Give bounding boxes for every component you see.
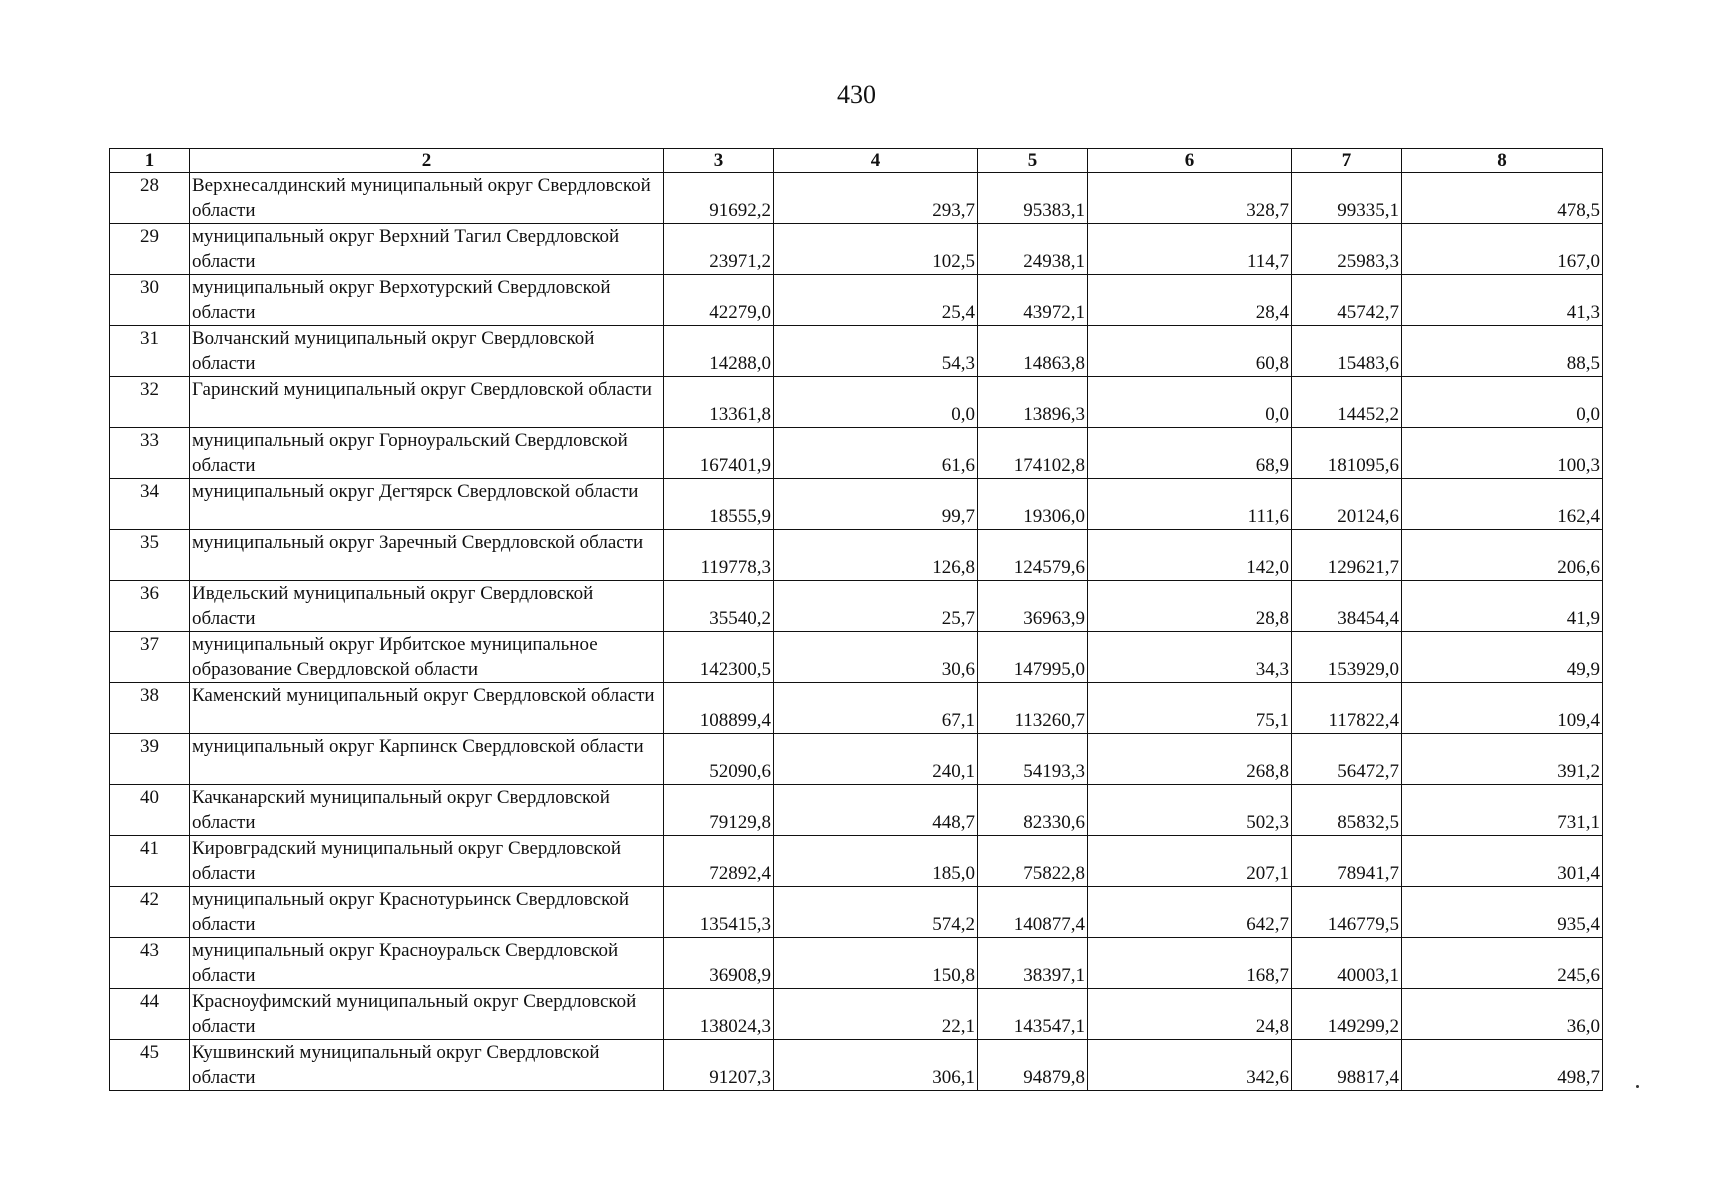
table-row [110,173,1603,224]
header-cell-3: 3 [664,149,774,173]
value-cell-col6: 268,8 [1088,734,1292,785]
table-row [110,632,1603,683]
header-cell-1: 1 [110,149,190,173]
value-cell-col4: 240,1 [774,734,978,785]
table-row [110,683,1603,734]
header-cell-4: 4 [774,149,978,173]
value-cell-col8: 206,6 [1402,530,1603,581]
value-cell-col5: 24938,1 [978,224,1088,275]
value-cell-col7: 78941,7 [1292,836,1402,887]
value-cell-col5: 19306,0 [978,479,1088,530]
header-cell-7: 7 [1292,149,1402,173]
value-cell-col5: 43972,1 [978,275,1088,326]
value-cell-col4: 150,8 [774,938,978,989]
value-cell-col4: 0,0 [774,377,978,428]
table-row [110,734,1603,785]
municipality-name-cell: Каменский муниципальный округ Свердловской области [190,683,664,734]
value-cell-col8: 100,3 [1402,428,1603,479]
value-cell-col8: 36,0 [1402,989,1603,1040]
value-cell-col7: 117822,4 [1292,683,1402,734]
row-number-cell: 36 [110,581,190,632]
value-cell-col4: 102,5 [774,224,978,275]
value-cell-col4: 67,1 [774,683,978,734]
value-cell-col8: 731,1 [1402,785,1603,836]
value-cell-col3: 138024,3 [664,989,774,1040]
value-cell-col3: 79129,8 [664,785,774,836]
value-cell-col8: 49,9 [1402,632,1603,683]
value-cell-col5: 54193,3 [978,734,1088,785]
value-cell-col7: 149299,2 [1292,989,1402,1040]
value-cell-col5: 140877,4 [978,887,1088,938]
value-cell-col6: 60,8 [1088,326,1292,377]
value-cell-col4: 574,2 [774,887,978,938]
value-cell-col4: 126,8 [774,530,978,581]
row-number-cell: 39 [110,734,190,785]
value-cell-col6: 328,7 [1088,173,1292,224]
municipality-name-cell: Ивдельский муниципальный округ Свердловской области [190,581,664,632]
table-row [110,326,1603,377]
municipality-name-cell: муниципальный округ Дегтярск Свердловской области [190,479,664,530]
value-cell-col7: 40003,1 [1292,938,1402,989]
value-cell-col3: 42279,0 [664,275,774,326]
value-cell-col4: 99,7 [774,479,978,530]
row-number-cell: 34 [110,479,190,530]
header-cell-5: 5 [978,149,1088,173]
municipality-name-cell: муниципальный округ Верхотурский Свердловской области [190,275,664,326]
value-cell-col5: 82330,6 [978,785,1088,836]
value-cell-col6: 75,1 [1088,683,1292,734]
header-cell-8: 8 [1402,149,1603,173]
value-cell-col4: 306,1 [774,1040,978,1091]
row-number-cell: 41 [110,836,190,887]
municipality-name-cell: муниципальный округ Карпинск Свердловской области [190,734,664,785]
value-cell-col5: 174102,8 [978,428,1088,479]
table-row [110,938,1603,989]
value-cell-col7: 85832,5 [1292,785,1402,836]
municipality-name-cell: Волчанский муниципальный округ Свердловской области [190,326,664,377]
row-number-cell: 38 [110,683,190,734]
value-cell-col8: 245,6 [1402,938,1603,989]
value-cell-col8: 935,4 [1402,887,1603,938]
table-row [110,275,1603,326]
value-cell-col6: 642,7 [1088,887,1292,938]
row-number-cell: 29 [110,224,190,275]
header-cell-2: 2 [190,149,664,173]
value-cell-col7: 146779,5 [1292,887,1402,938]
value-cell-col3: 36908,9 [664,938,774,989]
value-cell-col6: 24,8 [1088,989,1292,1040]
value-cell-col5: 147995,0 [978,632,1088,683]
municipality-name-cell: муниципальный округ Заречный Свердловской области [190,530,664,581]
table-row [110,428,1603,479]
row-number-cell: 31 [110,326,190,377]
value-cell-col6: 502,3 [1088,785,1292,836]
value-cell-col3: 14288,0 [664,326,774,377]
municipality-name-cell: муниципальный округ Ирбитское муниципальное образование Свердловской области [190,632,664,683]
data-table [109,148,1603,1091]
value-cell-col7: 98817,4 [1292,1040,1402,1091]
value-cell-col8: 162,4 [1402,479,1603,530]
value-cell-col5: 36963,9 [978,581,1088,632]
value-cell-col4: 25,4 [774,275,978,326]
value-cell-col4: 25,7 [774,581,978,632]
value-cell-col5: 75822,8 [978,836,1088,887]
row-number-cell: 43 [110,938,190,989]
value-cell-col3: 13361,8 [664,377,774,428]
value-cell-col8: 41,9 [1402,581,1603,632]
value-cell-col7: 25983,3 [1292,224,1402,275]
row-number-cell: 37 [110,632,190,683]
value-cell-col4: 293,7 [774,173,978,224]
table-row [110,479,1603,530]
scan-speck [1636,1085,1639,1088]
value-cell-col7: 20124,6 [1292,479,1402,530]
table-body [110,173,1603,1091]
value-cell-col3: 108899,4 [664,683,774,734]
header-row [110,149,1603,173]
value-cell-col8: 167,0 [1402,224,1603,275]
value-cell-col8: 301,4 [1402,836,1603,887]
value-cell-col6: 28,8 [1088,581,1292,632]
value-cell-col7: 56472,7 [1292,734,1402,785]
value-cell-col8: 41,3 [1402,275,1603,326]
value-cell-col6: 34,3 [1088,632,1292,683]
value-cell-col5: 95383,1 [978,173,1088,224]
value-cell-col3: 18555,9 [664,479,774,530]
value-cell-col5: 14863,8 [978,326,1088,377]
value-cell-col3: 142300,5 [664,632,774,683]
municipality-name-cell: Верхнесалдинский муниципальный округ Свердловской области [190,173,664,224]
value-cell-col3: 72892,4 [664,836,774,887]
value-cell-col5: 124579,6 [978,530,1088,581]
value-cell-col4: 54,3 [774,326,978,377]
value-cell-col3: 91207,3 [664,1040,774,1091]
value-cell-col6: 142,0 [1088,530,1292,581]
municipality-name-cell: муниципальный округ Горноуральский Свердловской области [190,428,664,479]
value-cell-col8: 478,5 [1402,173,1603,224]
municipality-name-cell: Кушвинский муниципальный округ Свердловской области [190,1040,664,1091]
value-cell-col3: 167401,9 [664,428,774,479]
value-cell-col5: 143547,1 [978,989,1088,1040]
row-number-cell: 35 [110,530,190,581]
value-cell-col6: 168,7 [1088,938,1292,989]
value-cell-col6: 68,9 [1088,428,1292,479]
value-cell-col4: 61,6 [774,428,978,479]
value-cell-col6: 207,1 [1088,836,1292,887]
municipality-name-cell: муниципальный округ Верхний Тагил Свердловской области [190,224,664,275]
value-cell-col3: 135415,3 [664,887,774,938]
value-cell-col6: 114,7 [1088,224,1292,275]
municipality-name-cell: Кировградский муниципальный округ Свердловской области [190,836,664,887]
table-row [110,989,1603,1040]
value-cell-col5: 38397,1 [978,938,1088,989]
municipality-name-cell: Гаринский муниципальный округ Свердловской области [190,377,664,428]
value-cell-col3: 23971,2 [664,224,774,275]
value-cell-col7: 99335,1 [1292,173,1402,224]
value-cell-col3: 119778,3 [664,530,774,581]
table-row [110,530,1603,581]
table-row [110,224,1603,275]
value-cell-col5: 94879,8 [978,1040,1088,1091]
value-cell-col7: 45742,7 [1292,275,1402,326]
value-cell-col4: 448,7 [774,785,978,836]
value-cell-col8: 498,7 [1402,1040,1603,1091]
municipality-name-cell: муниципальный округ Красноуральск Свердловской области [190,938,664,989]
row-number-cell: 30 [110,275,190,326]
value-cell-col8: 109,4 [1402,683,1603,734]
table-row [110,581,1603,632]
row-number-cell: 44 [110,989,190,1040]
value-cell-col3: 91692,2 [664,173,774,224]
value-cell-col7: 38454,4 [1292,581,1402,632]
municipality-name-cell: Красноуфимский муниципальный округ Свердловской области [190,989,664,1040]
header-cell-6: 6 [1088,149,1292,173]
row-number-cell: 33 [110,428,190,479]
value-cell-col5: 13896,3 [978,377,1088,428]
value-cell-col8: 391,2 [1402,734,1603,785]
value-cell-col7: 129621,7 [1292,530,1402,581]
table-row [110,836,1603,887]
row-number-cell: 32 [110,377,190,428]
value-cell-col4: 30,6 [774,632,978,683]
row-number-cell: 42 [110,887,190,938]
table-row [110,785,1603,836]
value-cell-col8: 88,5 [1402,326,1603,377]
value-cell-col7: 14452,2 [1292,377,1402,428]
table-row [110,377,1603,428]
value-cell-col8: 0,0 [1402,377,1603,428]
value-cell-col7: 181095,6 [1292,428,1402,479]
value-cell-col3: 35540,2 [664,581,774,632]
value-cell-col6: 342,6 [1088,1040,1292,1091]
value-cell-col6: 111,6 [1088,479,1292,530]
value-cell-col7: 153929,0 [1292,632,1402,683]
value-cell-col7: 15483,6 [1292,326,1402,377]
table-header [110,149,1603,173]
value-cell-col5: 113260,7 [978,683,1088,734]
municipality-name-cell: Качканарский муниципальный округ Свердловской области [190,785,664,836]
value-cell-col4: 185,0 [774,836,978,887]
value-cell-col6: 28,4 [1088,275,1292,326]
value-cell-col3: 52090,6 [664,734,774,785]
value-cell-col6: 0,0 [1088,377,1292,428]
table-row [110,1040,1603,1091]
page-number: 430 [837,80,876,109]
row-number-cell: 40 [110,785,190,836]
value-cell-col4: 22,1 [774,989,978,1040]
municipality-name-cell: муниципальный округ Краснотурьинск Свердловской области [190,887,664,938]
row-number-cell: 45 [110,1040,190,1091]
table-row [110,887,1603,938]
row-number-cell: 28 [110,173,190,224]
